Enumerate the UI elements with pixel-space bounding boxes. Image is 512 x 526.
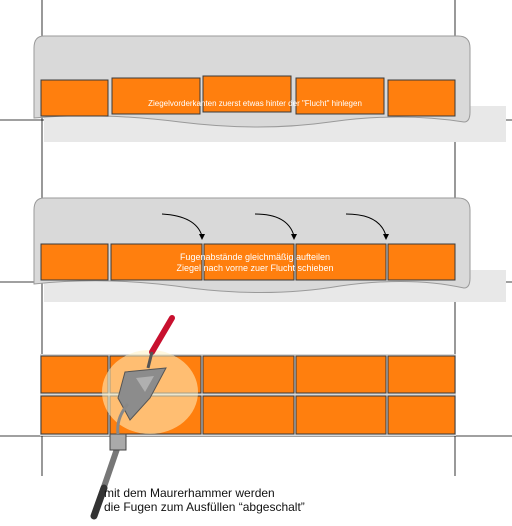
brick bbox=[203, 356, 294, 393]
brick bbox=[41, 356, 108, 393]
step-1-label: Ziegelvorderkanten zuerst etwas hinter der "Flucht" hinlegen bbox=[148, 99, 362, 108]
brick bbox=[388, 244, 455, 280]
brick bbox=[388, 356, 455, 393]
step-3-caption-line-1: mit dem Maurerhammer werden bbox=[104, 486, 275, 500]
step-1 bbox=[34, 36, 506, 142]
step-2 bbox=[34, 198, 506, 302]
brick bbox=[388, 396, 455, 434]
step-3-caption-line-2: die Fugen zum Ausfüllen “abgeschalt” bbox=[104, 500, 305, 514]
brick bbox=[388, 80, 455, 116]
step-2-label-line-1: Fugenabstände gleichmäßig aufteilen bbox=[179, 252, 331, 262]
brick-row-1 bbox=[41, 76, 455, 116]
brick bbox=[41, 80, 108, 116]
brick bbox=[203, 396, 294, 434]
brick bbox=[296, 356, 386, 393]
brick bbox=[41, 244, 108, 280]
brick bbox=[296, 396, 386, 434]
step-2-label-line-2: Ziegel nach vorne zuer Flucht schieben bbox=[176, 263, 334, 273]
brick bbox=[41, 396, 108, 434]
